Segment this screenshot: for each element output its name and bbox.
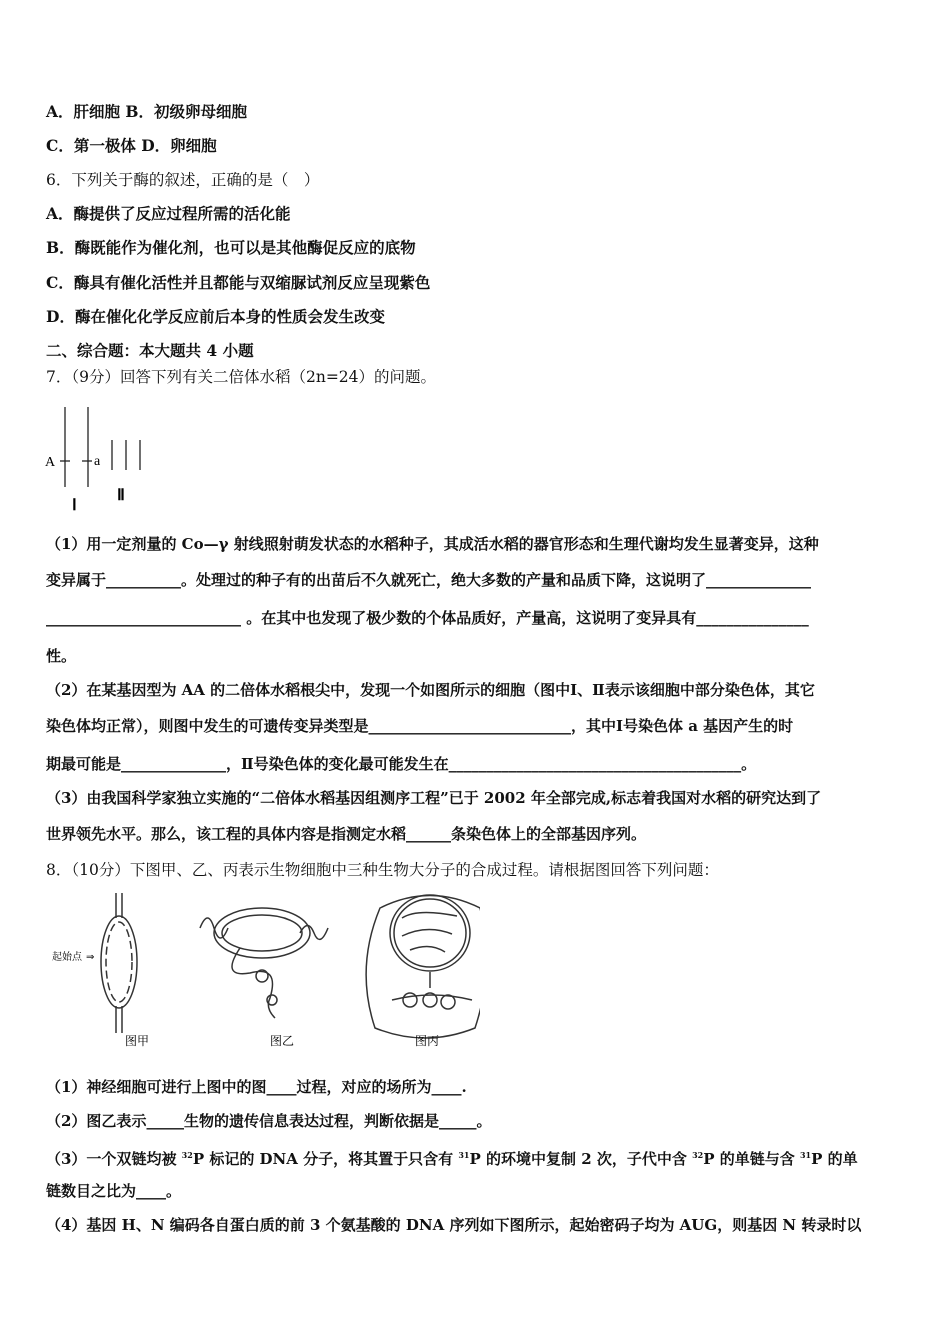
q7-part1-line3: __________________________ 。在其中也发现了极少数的个体品质好，产量高，这说明了变异具有_______________ [46,609,809,627]
q8-part2: （2）图乙表示_____生物的遗传信息表达过程，判断依据是_____。 [46,1112,492,1130]
q8-p3-text: P 的单链与含 [703,1150,800,1168]
superscript-31: 31 [458,1150,470,1160]
q8-part3-line2: 链数目之比为____。 [46,1182,182,1200]
macromolecule-figure [50,888,480,1058]
gene-label-A: A [45,455,56,470]
svg-text:⇒: ⇒ [86,952,95,963]
q8-p3-text: P 标记的 DNA 分子，将其置于只含有 [192,1150,459,1168]
q5-options-line1: A．肝细胞 B．初级卵母细胞 [46,102,248,121]
eukaryotic-cell-drawing [366,895,480,1038]
q7-part3-line2: 世界领先水平。那么，该工程的具体内容是指测定水稻______条染色体上的全部基因序列。 [46,825,647,843]
label-II: Ⅱ [117,487,125,504]
q8-p3-text: P 的单 [811,1150,858,1168]
q7-part2-line2: 染色体均正常），则图中发生的可遗传变异类型是___________________________，其中Ⅰ号染色体 a 基因产生的时 [46,717,794,735]
q8-p3-text: （3）一个双链均被 [46,1150,182,1168]
q6-option-b: B．酶既能作为催化剂，也可以是其他酶促反应的底物 [46,238,416,257]
chromosome-figure [42,402,152,517]
gene-label-a: a [94,454,101,469]
q6-option-d: D．酶在催化化学反应前后本身的性质会发生改变 [46,307,385,326]
transcription-translation-drawing [200,908,328,1018]
caption-jia: 图甲 [125,1034,150,1048]
superscript-32: 32 [692,1150,704,1160]
caption-bing: 图丙 [415,1034,440,1048]
caption-yi: 图乙 [270,1034,295,1048]
q6-option-a: A．酶提供了反应过程所需的活化能 [46,204,291,223]
q8-part4: （4）基因 H、N 编码各自蛋白质的前 3 个氨基酸的 DNA 序列如下图所示，起始密码子均为 AUG，则基因 N 转录时以 [46,1216,862,1234]
q7-part2-line1: （2）在某基因型为 AA 的二倍体水稻根尖中，发现一个如图所示的细胞（图中Ⅰ、Ⅱ表示该细胞中部分染色体，其它 [46,681,815,699]
q6-option-c: C．酶具有催化活性并且都能与双缩脲试剂反应呈现紫色 [46,273,431,292]
q8-p3-text: P 的环境中复制 2 次，子代中含 [469,1150,693,1168]
q7-part2-line3: 期最可能是______________，Ⅱ号染色体的变化最可能发生在_______________________________________。 [46,755,757,773]
q8-part3-line1 [46,1145,858,1169]
q5-options-line2: C．第一极体 D．卵细胞 [46,136,217,155]
q8-stem: 8．（10分）下图甲、乙、丙表示生物细胞中三种生物大分子的合成过程。请根据图回答下列问题： [46,861,719,879]
q7-part1-line1: （1）用一定剂量的 Co—γ 射线照射萌发状态的水稻种子，其成活水稻的器官形态和生理代谢均发生显著变异，这种 [46,535,819,553]
q7-stem: 7．（9分）回答下列有关二倍体水稻（2n=24）的问题。 [46,368,437,386]
superscript-32: 32 [181,1150,193,1160]
q8-part1: （1）神经细胞可进行上图中的图____过程，对应的场所为____. [46,1078,467,1096]
label-I: Ⅰ [72,497,77,514]
replication-bubble-drawing [101,893,137,1033]
q7-part1-line4: 性。 [46,647,77,665]
superscript-31: 31 [799,1150,812,1160]
q7-part3-line1: （3）由我国科学家独立实施的“二倍体水稻基因组测序工程”已于 2002 年全部完成,标志着我国对水稻的研究达到了 [46,789,822,807]
q6-stem: 6．下列关于酶的叙述，正确的是（ ） [46,171,320,189]
section-heading: 二、综合题：本大题共 4 小题 [46,341,254,360]
start-point-label: 起始点 [52,952,82,963]
q7-part1-line2: 变异属于__________。处理过的种子有的出苗后不久就死亡，绝大多数的产量和品质下降，这说明了______________ [46,571,812,589]
